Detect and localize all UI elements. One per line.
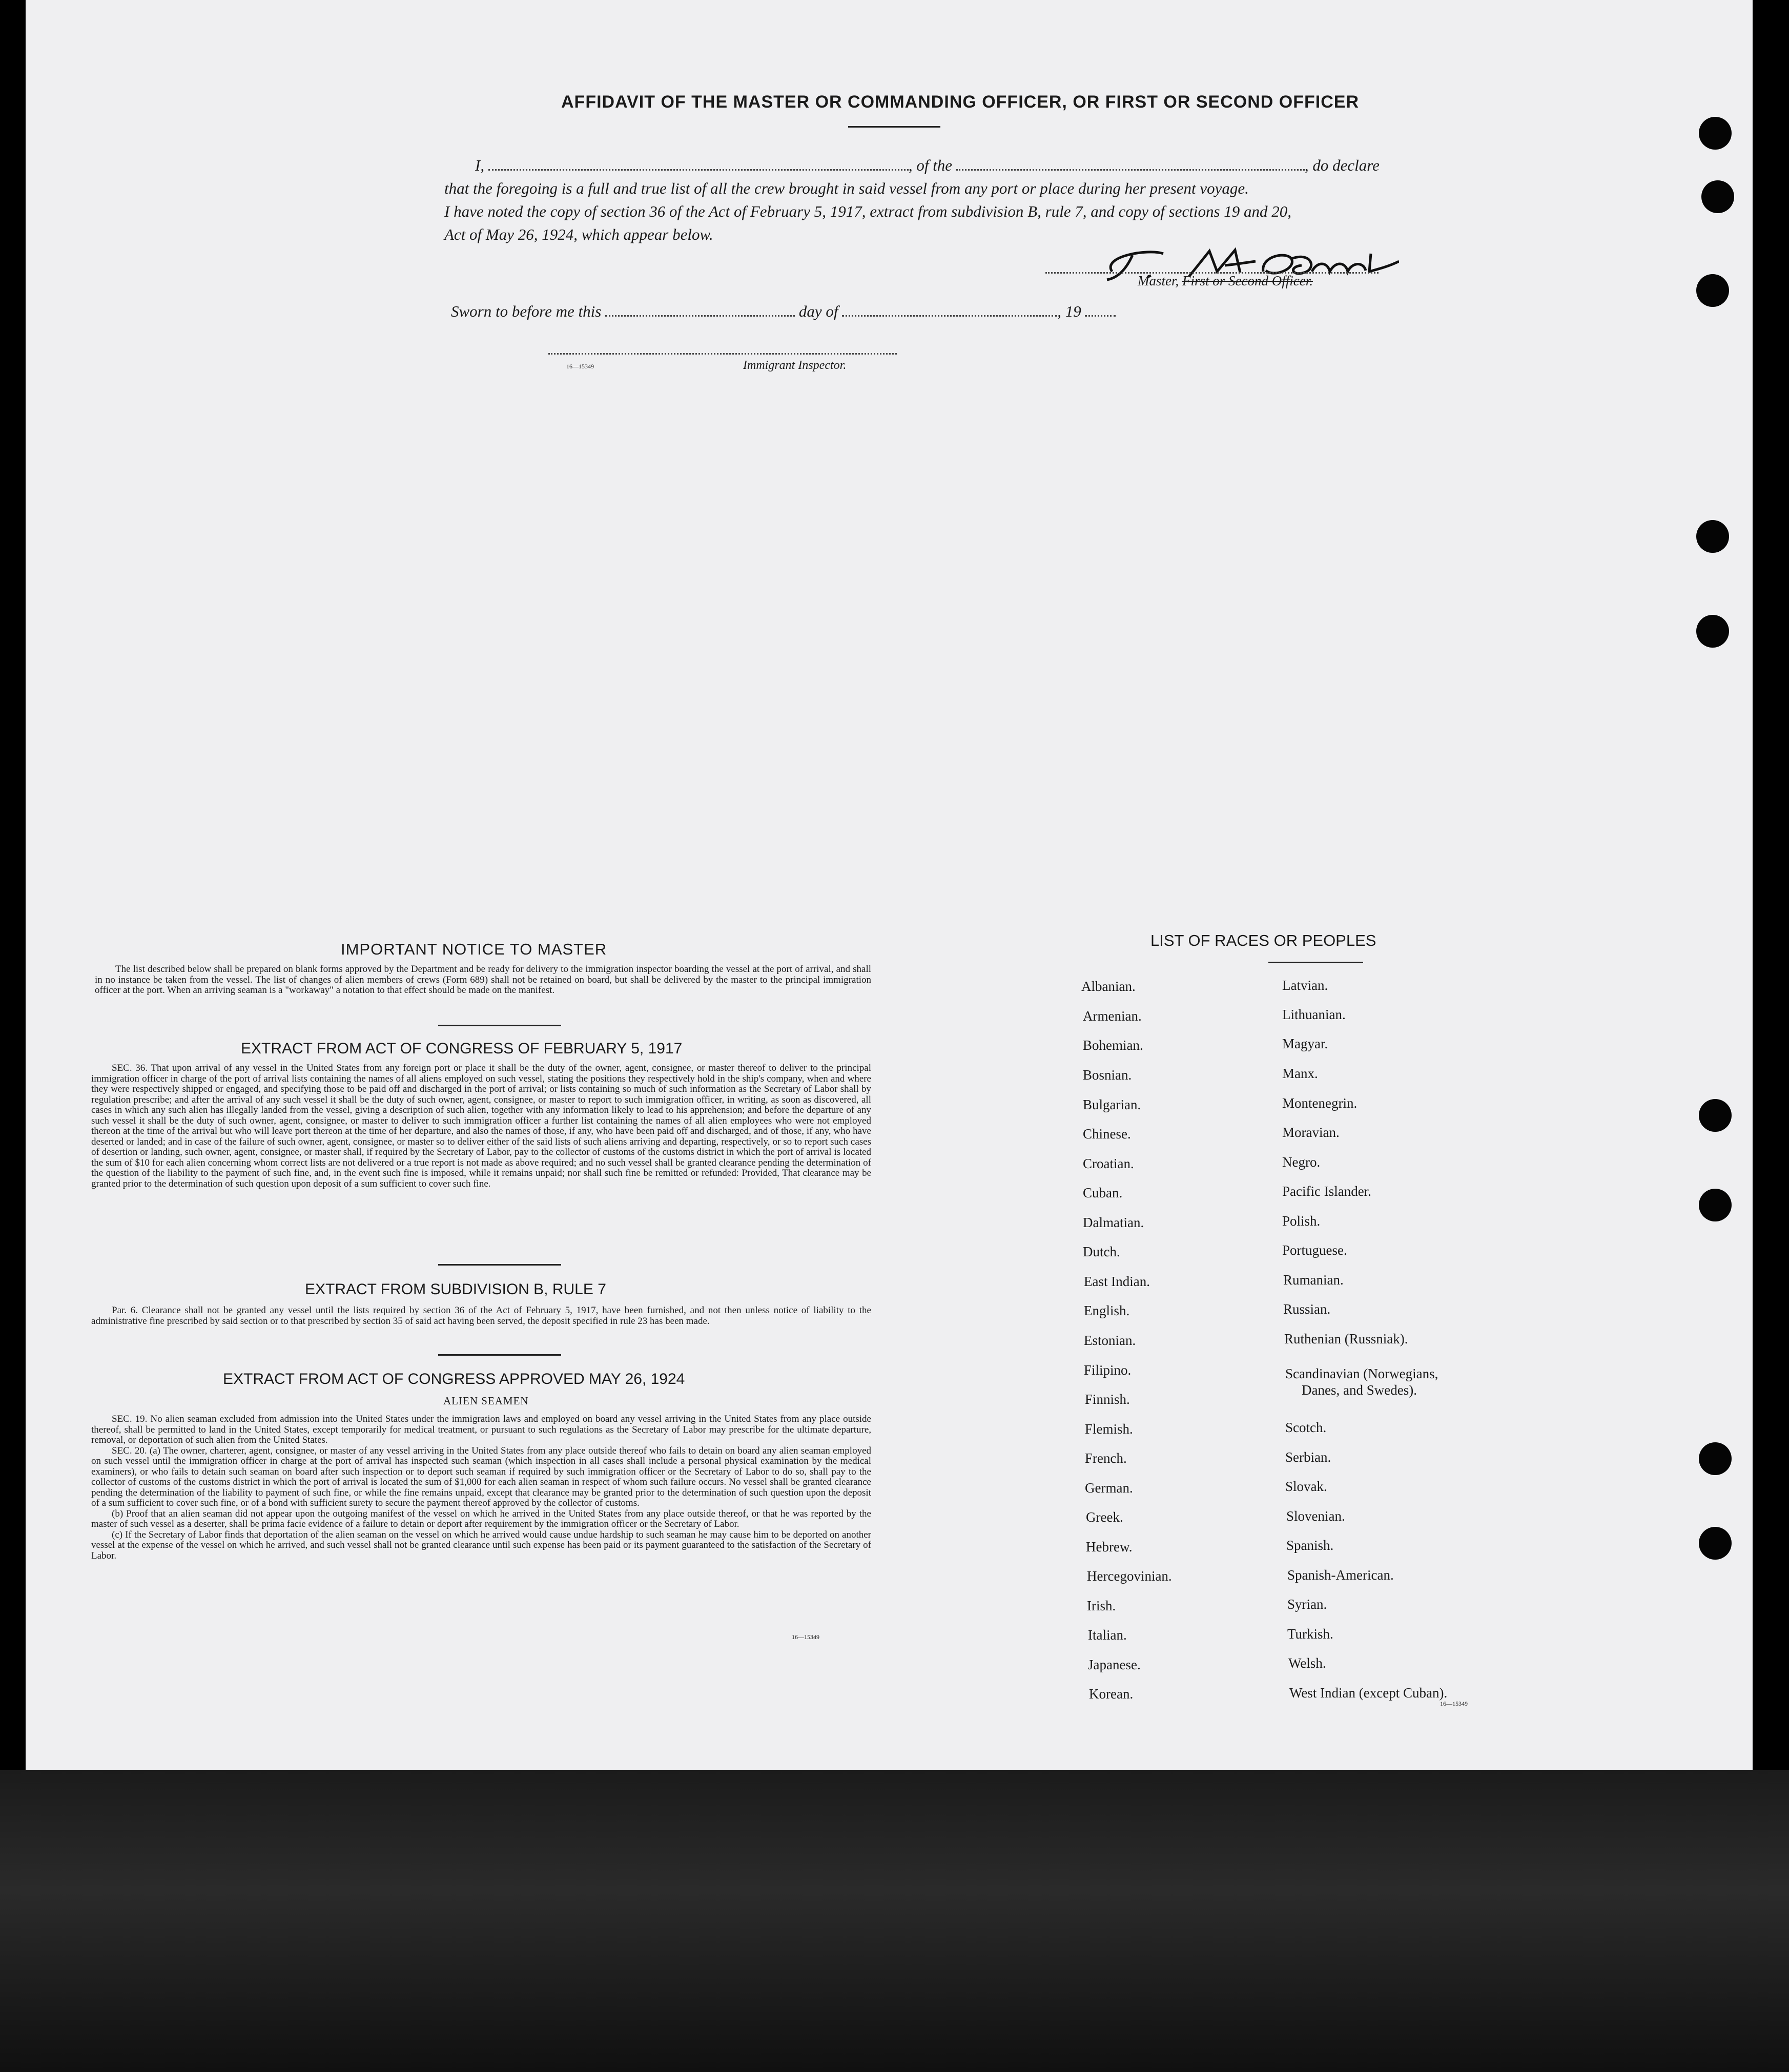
race-item: Chinese. [1083, 1126, 1131, 1142]
declaration-line-3: I have noted the copy of section 36 of the Act of February 5, 1917, extract from subdivision B, rule 7, and copy of sections 19 and 20, [444, 202, 1292, 220]
inspector-line [548, 353, 897, 355]
race-item: Serbian. [1285, 1449, 1331, 1465]
extract-1917-title: EXTRACT FROM ACT OF CONGRESS OF FEBRUARY 5, 1917 [241, 1040, 683, 1057]
sec-20-b: (b) Proof that an alien seaman did not appear upon the outgoing manifest of the vessel on which he arrived in the United States from any place outside thereof, or that he was reported by the master of such vessel as a deserter, shall be prima facie evidence of a failure to detain or deport after requirement by the immigration officer or the Secretary of Labor. [91, 1508, 871, 1529]
race-item: Filipino. [1084, 1362, 1132, 1378]
race-item: Syrian. [1287, 1597, 1327, 1612]
race-item: Negro. [1282, 1154, 1321, 1170]
race-item: Russian. [1283, 1301, 1331, 1317]
race-item: Pacific Islander. [1282, 1184, 1371, 1199]
race-item: Bulgarian. [1083, 1097, 1141, 1112]
race-item: Dutch. [1083, 1244, 1120, 1259]
race-item: East Indian. [1084, 1274, 1150, 1289]
race-item: Slovak. [1285, 1479, 1327, 1494]
punch-hole [1696, 520, 1729, 553]
divider-2 [438, 1264, 561, 1266]
race-item: Croatian. [1083, 1156, 1134, 1171]
sec-20-a: SEC. 20. (a) The owner, charterer, agent, consignee, or master of any vessel arriving in the United States from any place outside thereof who fails to detain on board any alien seaman employed on such vessel until the immigration officer in charge at the port of arrival has inspected such seaman (which inspection in all cases shall include a personal physical examination by the medical examiners), or who fails to detain such seaman on board after such inspection or to deport such seaman if required by such immigration officer or the Secretary of Labor to do so, shall pay to the collector of customs of the customs district in which the port of arrival is located the sum of $1,000 for each alien seaman in respect of whom such failure occurs. No vessel shall be granted clearance pending the determination of the liability to payment of such fine, or while the fine remains unpaid, except that clearance may be granted prior to the determination of such question upon the deposit of a sum sufficient to cover such fine, or of a bond with sufficient surety to secure the payment thereof approved by the collector of customs. [91, 1445, 871, 1508]
race-item: Estonian. [1084, 1333, 1136, 1348]
race-item: Spanish. [1286, 1538, 1334, 1553]
race-item: English. [1084, 1303, 1130, 1318]
race-item: Greek. [1086, 1509, 1123, 1525]
race-item: Cuban. [1083, 1185, 1123, 1200]
race-item: Hercegovinian. [1087, 1568, 1172, 1584]
race-item: Spanish-American. [1287, 1567, 1394, 1583]
race-item: Bohemian. [1083, 1038, 1143, 1053]
form-number-right: 16—15349 [1440, 1700, 1468, 1707]
punch-hole [1699, 1442, 1732, 1475]
vessel-blank [956, 157, 1305, 171]
race-item: Lithuanian. [1282, 1007, 1346, 1022]
affidavit-title: AFFIDAVIT OF THE MASTER OR COMMANDING OFFICER, OR FIRST OR SECOND OFFICER [561, 92, 1359, 112]
race-item: Finnish. [1085, 1392, 1130, 1407]
declaration-line-2: that the foregoing is a full and true list of all the crew brought in said vessel from any port or place during her present voyage. [444, 179, 1249, 197]
race-item: Italian. [1088, 1627, 1127, 1643]
punch-hole [1699, 1189, 1732, 1221]
race-item: Montenegrin. [1282, 1095, 1358, 1111]
race-item: Latvian. [1282, 978, 1328, 993]
document-page [26, 0, 1753, 1770]
punch-hole [1699, 1099, 1732, 1132]
race-item: Irish. [1087, 1598, 1116, 1613]
sec-20-c: (c) If the Secretary of Labor finds that deportation of the alien seaman on the vessel on which he arrived would cause undue hardship to such seaman he may cause him to be deported on another vessel at the expense of the vessel on which he arrived, and such vessel shall not be granted clearance until such expense has been paid or its payment guaranteed to the satisfaction of the Secretary of Labor. [91, 1529, 871, 1561]
race-item: French. [1085, 1451, 1127, 1466]
extract-1917-body: SEC. 36. That upon arrival of any vessel in the United States from any foreign port or place it shall be the duty of the owner, agent, consignee, or master thereof to deliver to the principal immigration officer in charge of the port of arrival lists containing the names of all aliens employed on such vessel, stating the positions they respectively hold in the ship's company, when and where they were respectively shipped or engaged, and specifying those to be paid off and discharged in the port of arrival; or lists containing so much of such information as the Secretary of Labor shall by regulation prescribe; and after the arrival of any such vessel it shall be the duty of such owner, agent, consignee, or master to report to such immigration officer, in writing, as soon as discovered, all cases in which any such alien has illegally landed from the vessel, giving a description of such alien, together with any information likely to lead to his apprehension; and before the departure of any such vessel it shall be the duty of such owner, agent, consignee, or master to deliver to such immigration officer a further list containing the names of all alien employees who were not employed thereon at the time of the arrival but who will leave port thereon at the time of her departure, and also the names of those, if any, who have been paid off and discharged, and of those, if any, who have deserted or landed; and in case of the failure of such owner, agent, consignee, or master so to deliver either of the said lists of such aliens arriving and departing, respectively, or so to report such cases of desertion or landing, such owner, agent, consignee, or master shall, if required by the Secretary of Labor, pay to the collector of customs of the customs district in which the port of arrival is located the sum of $10 for each alien concerning whom correct lists are not delivered or a true report is not made as above required; and no such vessel shall be granted clearance pending the determination of the question of the liability to the payment of such fine, and, in the event such fine is imposed, while it remains unpaid; nor shall such fine be remitted or refunded: Provided, That clearance may be granted prior to the determination of such question upon deposit of a sum sufficient to cover such fine. [91, 1063, 871, 1189]
race-item: Turkish. [1287, 1626, 1333, 1642]
race-item: Armenian. [1083, 1008, 1142, 1024]
declaration-line-4: Act of May 26, 1924, which appear below. [444, 225, 713, 243]
race-item: Bosnian. [1083, 1067, 1132, 1083]
race-item: Ruthenian (Russniak). [1284, 1331, 1408, 1346]
race-item: Magyar. [1282, 1036, 1328, 1051]
race-item: Danes, and Swedes). [1302, 1382, 1417, 1398]
subdivision-b-title: EXTRACT FROM SUBDIVISION B, RULE 7 [305, 1281, 606, 1298]
race-item: Scandinavian (Norwegians, [1285, 1366, 1438, 1381]
form-number-left: 16—15349 [792, 1633, 819, 1641]
race-item: German. [1085, 1480, 1133, 1496]
race-item: West Indian (except Cuban). [1289, 1685, 1448, 1701]
race-item: Polish. [1282, 1213, 1321, 1229]
name-blank [488, 157, 909, 171]
form-number-top: 16—15349 [566, 363, 594, 370]
extract-1924-title: EXTRACT FROM ACT OF CONGRESS APPROVED MAY 26, 1924 [223, 1371, 685, 1387]
race-item: Portuguese. [1282, 1242, 1347, 1258]
punch-hole [1696, 615, 1729, 648]
punch-hole [1696, 274, 1729, 307]
race-item: Manx. [1282, 1066, 1318, 1081]
race-item: Welsh. [1288, 1655, 1326, 1671]
races-divider [1268, 962, 1363, 963]
alien-seamen-subtitle: ALIEN SEAMEN [443, 1395, 529, 1407]
notice-title: IMPORTANT NOTICE TO MASTER [341, 940, 607, 958]
race-item: Scotch. [1285, 1420, 1327, 1435]
divider-3 [438, 1354, 561, 1356]
race-item: Moravian. [1282, 1125, 1340, 1140]
sec-19: SEC. 19. No alien seaman excluded from admission into the United States under the immigration laws and employed on board any vessel arriving in the United States from any place outside thereof, shall be permitted to land in the United States, except temporarily for medical treatment, or pursuant to such regulations as the Secretary of Labor may prescribe for the ultimate departure, removal, or deportation of such alien from the United States. [91, 1414, 871, 1445]
punch-hole [1701, 180, 1734, 213]
notice-body: The list described below shall be prepared on blank forms approved by the Department and be ready for delivery to the immigration inspector boarding the vessel at the port of arrival, and shall in no instance be taken from the vessel. The list of changes of alien members of crews (Form 689) shall not be retained on board, but shall be delivered by the master to the principal immigration officer at the port. When an arriving seaman is a "workaway" a notation to that effect should be made on the manifest. [95, 964, 871, 996]
scanner-background [0, 1770, 1789, 2072]
race-item: Albanian. [1081, 979, 1136, 994]
race-item: Flemish. [1085, 1421, 1133, 1437]
race-item: Hebrew. [1086, 1539, 1133, 1555]
extract-1924-body [91, 1414, 871, 1561]
race-item: Japanese. [1088, 1657, 1141, 1672]
race-item: Dalmatian. [1083, 1215, 1144, 1230]
signature-caption: Master, First or Second Officer. [1138, 273, 1313, 288]
declaration-line-1: I, , of the , do declare [475, 156, 1380, 174]
race-item: Rumanian. [1283, 1272, 1344, 1288]
sworn-line: Sworn to before me this day of , 19 [451, 302, 1116, 321]
races-title: LIST OF RACES OR PEOPLES [1150, 931, 1376, 949]
divider-1 [438, 1025, 561, 1026]
punch-hole [1699, 117, 1732, 150]
race-item: Korean. [1089, 1686, 1134, 1702]
subdivision-b-body: Par. 6. Clearance shall not be granted any vessel until the lists required by section 36 of the Act of February 5, 1917, have been furnished, and not then unless notice of liability to the administrative fine prescribed by said section or to that prescribed by section 35 of said act having been served, the deposit specified in rule 23 has been made. [91, 1305, 871, 1327]
punch-hole [1699, 1527, 1732, 1560]
race-item: Slovenian. [1286, 1508, 1345, 1524]
title-divider [848, 126, 940, 128]
inspector-label: Immigrant Inspector. [743, 359, 847, 372]
